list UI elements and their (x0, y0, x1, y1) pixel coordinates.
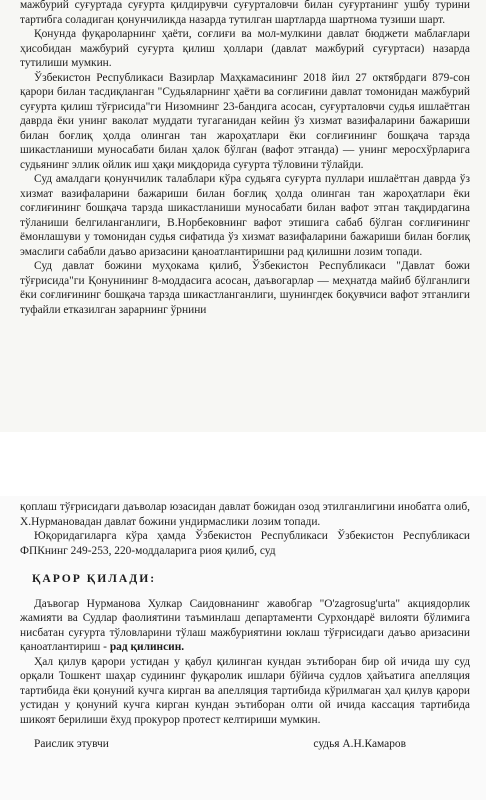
paragraph-continuation: қоплаш тўғрисидаги даъволар юзасидан давлат божидан озод этилганлигини инобатга олиб, Х.Нурмановадан давлат божини ундирмаслики лозим топади. (20, 501, 470, 528)
page-1-text (20, 0, 470, 317)
judge-signature: судья А.Н.Камаров (313, 738, 406, 750)
paragraph-intro: мажбурий суғуртада суғурта қилдирувчи суғурталовчи билан суғуртанинг ушбу турини тартибга соладиган қонунчиликда назарда тутилган шартларда шартнома тузиши шарт. (20, 0, 470, 26)
paragraph-regulation: Ўзбекистон Республикаси Вазирлар Маҳкамасининг 2018 йил 27 октябрдаги 879-сон қарори билан тасдиқланган "Судьяларнинг ҳаёти ва соғлиғини давлат томонидан мажбурий суғурта қилиш тўғрисида"ги Низомнинг 23-бандига асосан, суғурталовчи судья ишлаётган даврда ёки унинг ваколат муддати тугаганидан кейин ўз хизмат вазифаларини бажариши билан боғлиқ ҳолда олинган тан жароҳатлари ёки соғлиғининг бошқача тарзда шикастланиши муносабати билан ҳалок бўлган (вафот этганда) — унинг меросхўрларига судьянинг эллик ойлик иш ҳақи миқдорида суғурта тўловини тўлайди. (20, 71, 470, 171)
decision-heading: ҚАРОР ҚИЛАДИ: (32, 572, 157, 585)
signature-row (20, 737, 470, 752)
paragraph-ruling (20, 597, 470, 655)
page-gap (0, 432, 486, 496)
presiding-label: Раислик этувчи (34, 738, 109, 750)
paragraph-legal-basis: Юқоридагиларга кўра ҳамда Ўзбекистон Республикаси Ўзбекистон Республикаси ФПКнинг 249-253, 220-моддаларига риоя қилиб, суд (20, 530, 470, 557)
paragraph-court-finding: Суд амалдаги қонунчилик талаблари кўра судьяга суғурта пуллари ишлаётган даврда ўз хизмат вазифаларини бажариши билан боғлиқ ҳолда олинган тан жароҳатлари ёки соғлиғининг бошқача тарзда шикастланиши муносабати билан вафот этган тақдирдагина тўланиши белгиланганлиги, В.Норбековнинг вафот этишига сабаб бўлган соғлиғининг ёмонлашуви у томонидан судья сифатида ўз хизмат вазифаларини бажариши билан боғлиқ эмаслиги сабабли даъво аризасини қаноатлантиришни рад қилишни лозим топади. (20, 173, 470, 258)
page-2-text (20, 500, 470, 752)
document-page-2 (0, 496, 486, 800)
ruling-text: Даъвогар Нурманова Хулкар Саидовнанинг жавобгар "O'zagrosug'urta" акциядорлик жамияти ва Судлар фаолиятини таъминлаш департаменти Сурхондарё вилояти бўлимига нисбатан суғурта тўловларини тўлаш мажбуриятини юклаш тўғрисидаги даъво аризасини қаноатлантириш - (20, 597, 470, 653)
ruling-verdict: рад қилинсин. (109, 641, 185, 653)
paragraph-state-insurance: Қонунда фуқароларнинг ҳаёти, соғлиғи ва мол-мулкини давлат бюджети маблағлари ҳисобидан мажбурий суғурта қилиш ҳоллари (давлат мажбурий суғуртаси) назарда тутилиши мумкин. (20, 28, 470, 69)
paragraph-appeal: Ҳал қилув қарори устидан у қабул қилинган кундан эътиборан бир ой ичида шу суд орқали Тошкент шаҳар судининг фуқаролик ишлари бўйича судлов ҳайъатига апелляция тартибида ёки қонуний кучга кирган ва апелляция тартибида кўрилмаган ҳал қилув қарори устидан у қонуний кучга кирган кундан эътиборан олти ой ичида кассация тартибида шикоят берилиши ёхуд прокурор протест келтириши мумкин. (20, 655, 470, 726)
paragraph-state-fee: Суд давлат божини муҳокама қилиб, Ўзбекистон Республикаси "Давлат божи тўғрисида"ги Қонунининг 8-моддасига асосан, даъвогарлар — меҳнатда майиб бўлганлиги ёки соғлиғининг бошқача тарзда шикастланганлиги, шунингдек боқувчиси вафот этганлиги туфайли етказилган зарарнинг ўрнини (20, 260, 470, 316)
